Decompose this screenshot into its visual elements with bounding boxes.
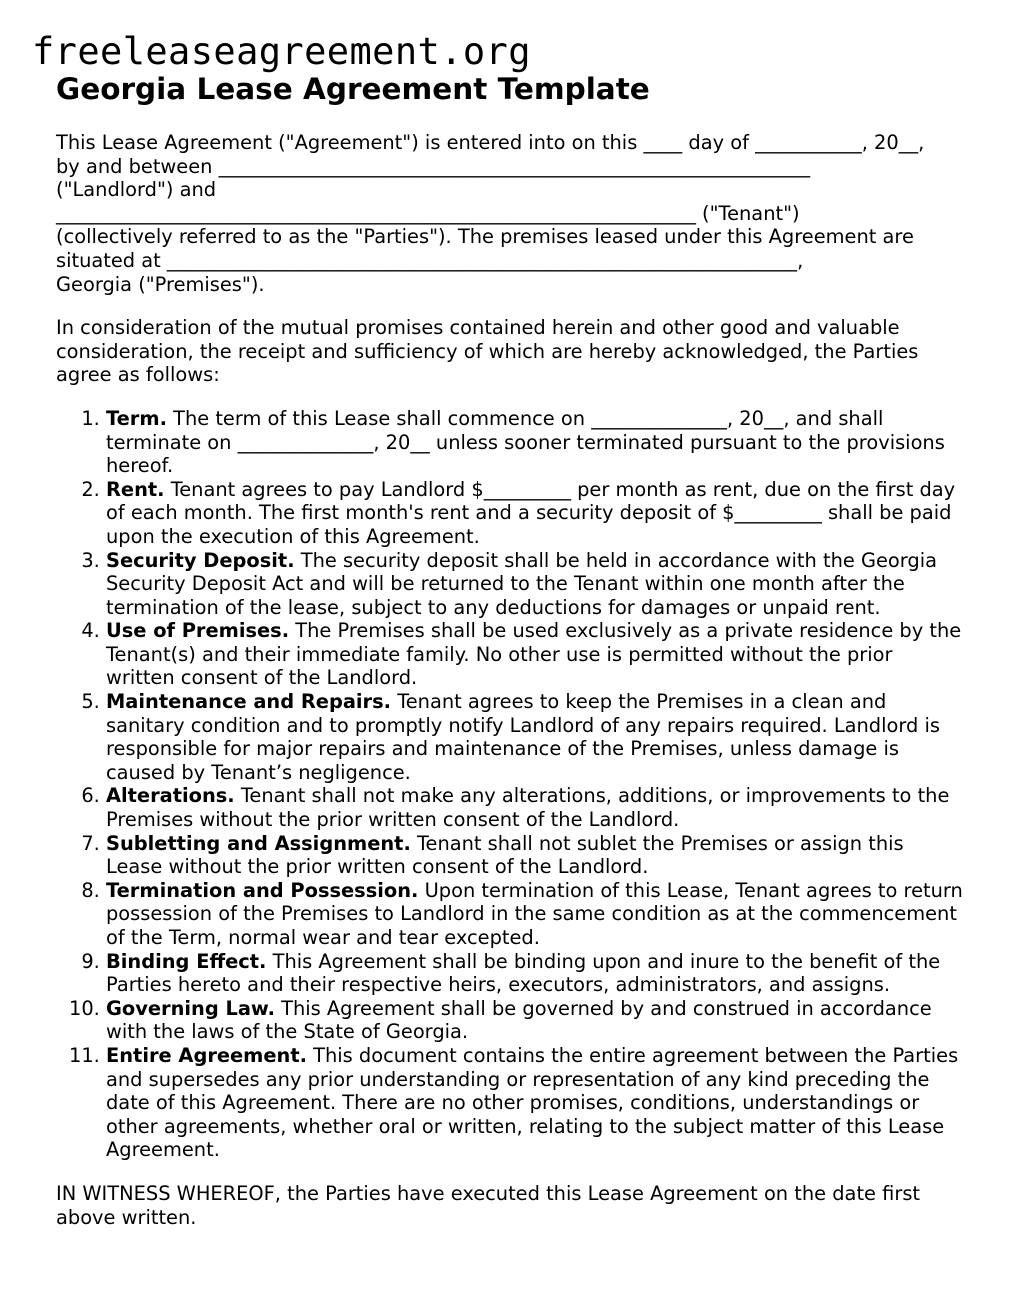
term-text: This Agreement shall be governed by and construed in accordance with the laws of the State of Georgia. bbox=[106, 996, 932, 1044]
document-body bbox=[56, 70, 966, 1229]
term-text: The security deposit shall be held in accordance with the Georgia Security Deposit Act and will be returned to the Tenant within one month after the termination of the lease, subject to any deductions for damages or unpaid rent. bbox=[106, 548, 937, 619]
intro-line: Georgia ("Premises"). bbox=[56, 272, 265, 296]
term-item bbox=[106, 549, 966, 620]
intro-line: ("Landlord") and bbox=[56, 178, 217, 202]
term-text: Tenant shall not sublet the Premises or assign this Lease without the prior written consent of the Landlord. bbox=[106, 831, 904, 879]
term-title: Governing Law. bbox=[106, 996, 275, 1020]
term-item bbox=[106, 1044, 966, 1162]
term-item bbox=[106, 619, 966, 690]
term-title: Binding Effect. bbox=[106, 949, 267, 973]
terms-list bbox=[56, 407, 966, 1162]
term-text: This document contains the entire agreement between the Parties and supersedes any prior understanding or representation of any kind preceding the date of this Agreement. There are no other promises, conditions, understandings or other agreements, whether oral or written, relating to the subject matter of this Lease Agreement. bbox=[106, 1043, 959, 1162]
document-title: Georgia Lease Agreement Template bbox=[56, 72, 650, 106]
term-item bbox=[106, 690, 966, 784]
term-text: The term of this Lease shall commence on ______________, 20__, and shall terminate on ______________, 20__ unless sooner terminated pursuant to the provisions hereof. bbox=[106, 406, 945, 478]
intro-line: situated at _________________________________________________________________, bbox=[56, 248, 804, 272]
term-item bbox=[106, 784, 966, 831]
watermark-site-name: freeleaseagreement.org bbox=[32, 30, 531, 73]
intro-line: by and between _____________________________________________________________ bbox=[56, 154, 811, 178]
term-text: This Agreement shall be binding upon and inure to the benefit of the Parties hereto and their respective heirs, executors, administrators, and assigns. bbox=[106, 949, 941, 997]
consideration-paragraph: In consideration of the mutual promises contained herein and other good and valuable consideration, the receipt and sufficiency of which are hereby acknowledged, the Parties agree as follows: bbox=[56, 316, 919, 387]
intro-paragraph bbox=[56, 131, 966, 296]
term-title: Subletting and Assignment. bbox=[106, 831, 411, 855]
term-title: Term. bbox=[106, 406, 167, 430]
term-item bbox=[106, 997, 966, 1044]
term-item bbox=[106, 879, 966, 950]
term-item bbox=[106, 832, 966, 879]
term-title: Use of Premises. bbox=[106, 619, 290, 643]
term-title: Alterations. bbox=[106, 784, 235, 808]
term-text: The Premises shall be used exclusively as a private residence by the Tenant(s) and their immediate family. No other use is permitted without the prior written consent of the Landlord. bbox=[106, 619, 962, 690]
term-title: Rent. bbox=[106, 477, 165, 501]
witness-paragraph: IN WITNESS WHEREOF, the Parties have executed this Lease Agreement on the date first above written. bbox=[56, 1181, 921, 1229]
term-text: Tenant shall not make any alterations, additions, or improvements to the Premises without the prior written consent of the Landlord. bbox=[106, 784, 950, 832]
intro-line: (collectively referred to as the "Parties"). The premises leased under this Agreement are bbox=[56, 225, 914, 249]
term-title: Security Deposit. bbox=[106, 548, 295, 572]
term-text: Tenant agrees to keep the Premises in a clean and sanitary condition and to promptly notify Landlord of any repairs required. Landlord is responsible for major repairs and maintenance of the Premises, unless damage is caused by Tenant’s negligence. bbox=[106, 690, 940, 784]
term-title: Maintenance and Repairs. bbox=[106, 690, 392, 714]
term-title: Termination and Possession. bbox=[106, 878, 419, 902]
intro-line: This Lease Agreement ("Agreement") is entered into on this ____ day of ___________, 20__, bbox=[56, 131, 925, 154]
term-item bbox=[106, 950, 966, 997]
term-title: Entire Agreement. bbox=[106, 1043, 307, 1067]
term-item bbox=[106, 478, 966, 549]
term-text: Upon termination of this Lease, Tenant agrees to return possession of the Premises to Landlord in the same condition as at the commencement of the Term, normal wear and tear excepted. bbox=[106, 878, 963, 949]
term-text: Tenant agrees to pay Landlord $_________ per month as rent, due on the first day of each month. The first month's rent and a security deposit of $_________ shall be paid upon the execution of this Agreement. bbox=[106, 477, 956, 548]
intro-line: __________________________________________________________________ ("Tenant") bbox=[56, 201, 800, 225]
term-item bbox=[106, 407, 966, 478]
